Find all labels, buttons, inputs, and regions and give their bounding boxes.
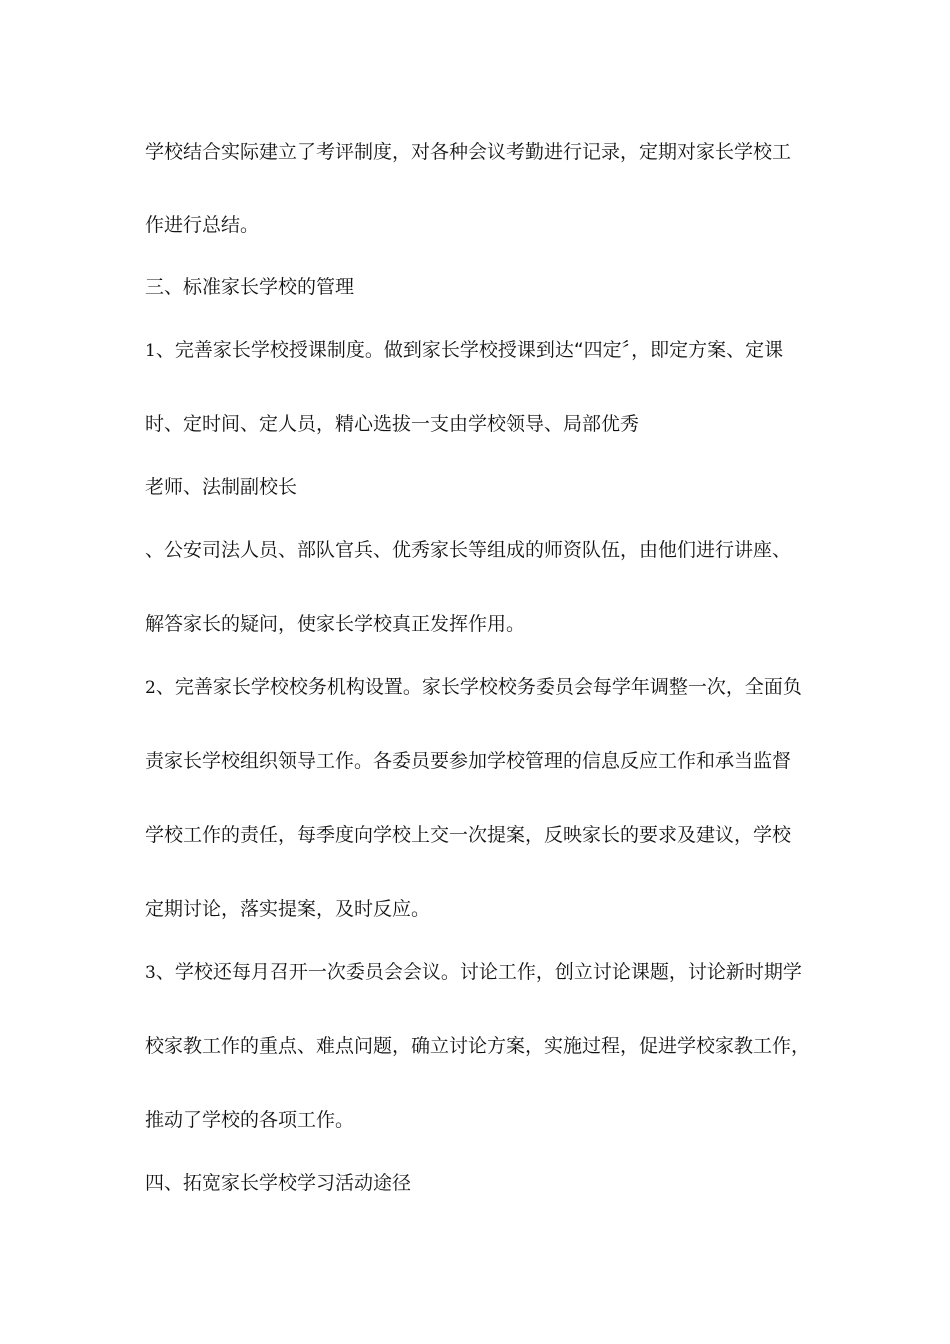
paragraph-line: [145, 140, 791, 164]
paragraph-line: [145, 538, 791, 562]
line-text: 时、定时间、定人员，精心选拔一支由学校领导、局部优秀: [145, 413, 640, 435]
paragraph-line: [145, 612, 525, 636]
line-text: 校家教工作的重点、难点问题，确立讨论方案，实施过程，促进学校家教工作，: [145, 1035, 811, 1057]
paragraph-line: [145, 475, 297, 499]
line-text: 责家长学校组织领导工作。各委员要参加学校管理的信息反应工作和承当监督: [145, 750, 792, 772]
line-text: 推动了学校的各项工作。: [145, 1109, 355, 1131]
line-text: 定期讨论，落实提案，及时反应。: [145, 898, 431, 920]
section-heading: [145, 1171, 411, 1195]
item-number: 1: [145, 341, 156, 361]
item-number: 3: [145, 963, 156, 983]
list-item-3: [145, 960, 802, 985]
heading-text: 三、标准家长学校的管理: [145, 276, 355, 298]
list-item-2: [145, 675, 802, 700]
line-text: 、公安司法人员、部队官兵、优秀家长等组成的师资队伍，由他们进行讲座、: [145, 539, 792, 561]
line-text: 老师、法制副校长: [145, 476, 298, 498]
section-heading: [145, 275, 354, 299]
line-text: 作进行总结。: [145, 214, 260, 236]
heading-text: 四、拓宽家长学校学习活动途径: [145, 1172, 412, 1194]
line-text: 、完善家长学校校务机构设置。家长学校校务委员会每学年调整一次，全面负: [155, 676, 802, 698]
paragraph-line: [145, 897, 430, 921]
line-text: 学校结合实际建立了考评制度，对各种会议考勤进行记录，定期对家长学校工: [145, 141, 792, 163]
paragraph-line: [145, 749, 791, 773]
paragraph-line: [145, 1034, 810, 1058]
line-text: 学校工作的责任，每季度向学校上交一次提案，反映家长的要求及建议，学校: [145, 824, 792, 846]
paragraph-line: [145, 412, 639, 436]
item-number: 2: [145, 678, 156, 698]
list-item-1: [145, 338, 783, 363]
paragraph-line: [145, 213, 259, 237]
paragraph-line: [145, 1108, 354, 1132]
line-text: 、完善家长学校授课制度。做到家长学校授课到达“四定〞，即定方案、定课: [155, 339, 784, 361]
paragraph-line: [145, 823, 791, 847]
line-text: 解答家长的疑问，使家长学校真正发挥作用。: [145, 613, 526, 635]
line-text: 、学校还每月召开一次委员会会议。讨论工作，创立讨论课题，讨论新时期学: [155, 961, 802, 983]
